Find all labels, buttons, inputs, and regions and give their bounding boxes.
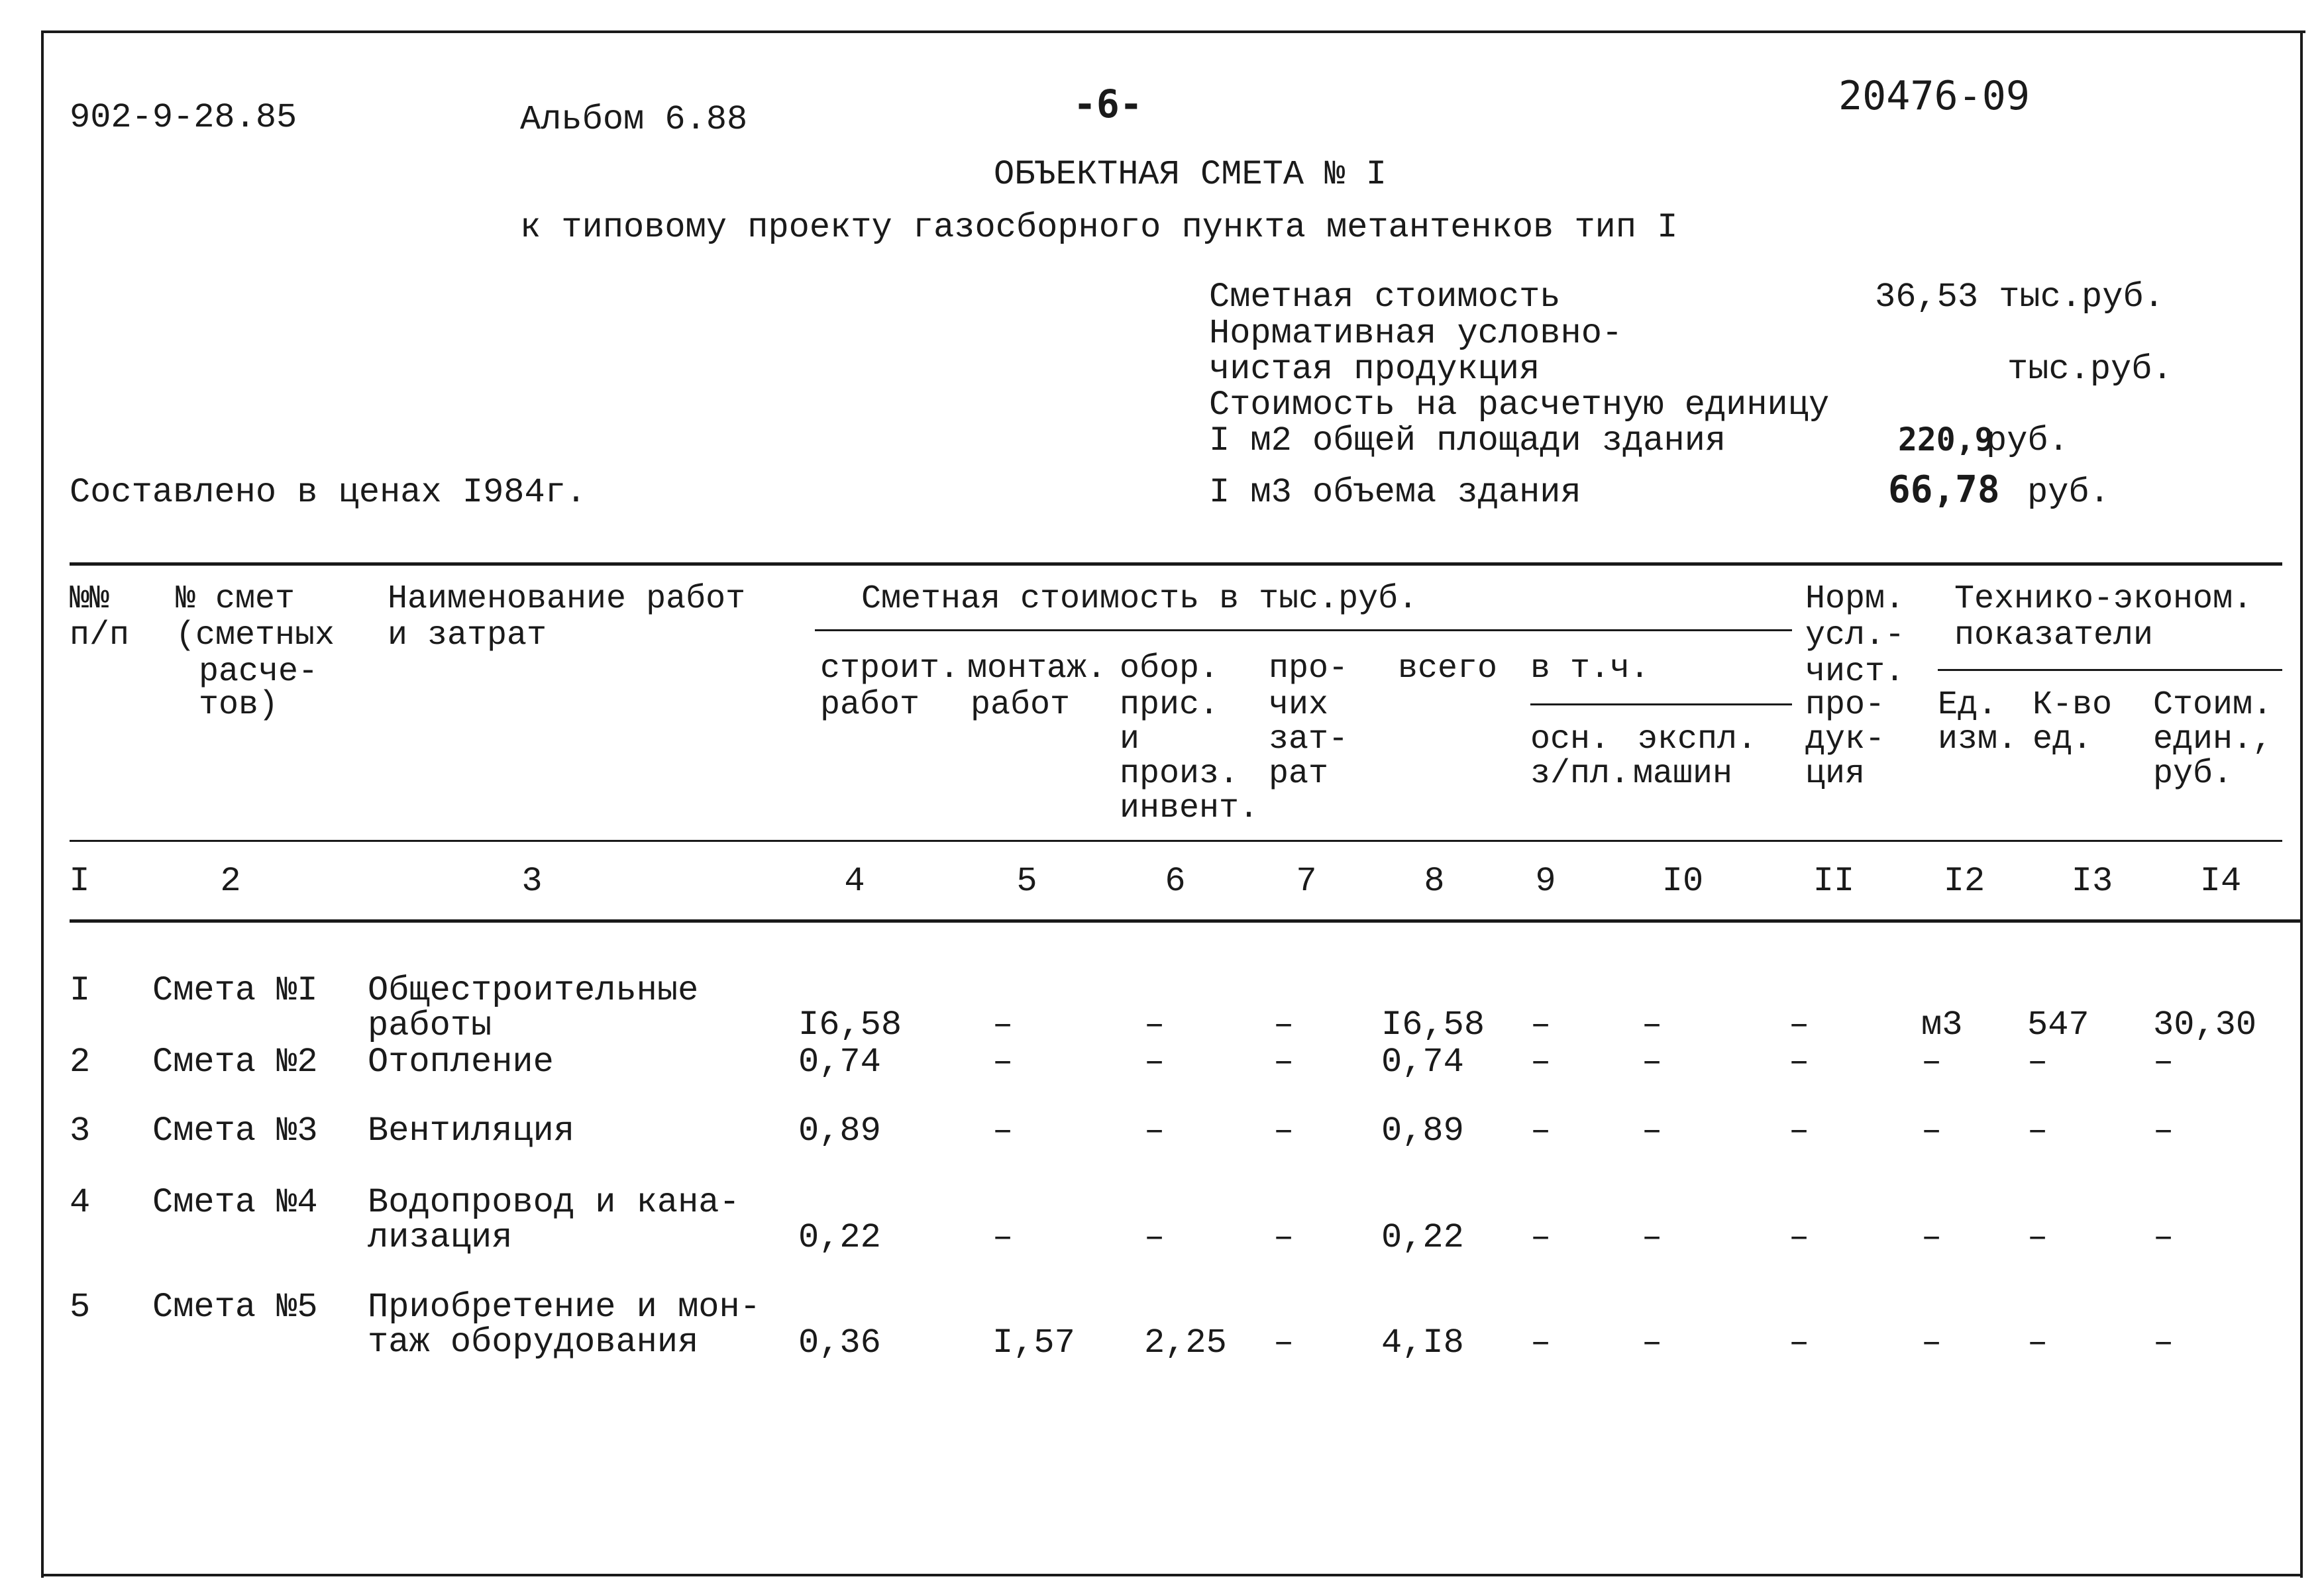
row-cell-c12: м3	[1921, 1005, 1963, 1045]
row-cell-c5: I,57	[992, 1323, 1075, 1362]
row-cell-c9: –	[1530, 1005, 1552, 1045]
row-smeta: Смета №5	[152, 1288, 318, 1327]
col11-header-l4: про-	[1805, 686, 1885, 724]
document-subtitle: к типовому проекту газосборного пункта метантенков тип I	[520, 208, 1678, 247]
row-cell-c8: 0,89	[1381, 1111, 1464, 1151]
col3-header-l1: Наименование работ	[388, 580, 746, 618]
border-bottom	[41, 1574, 2303, 1576]
row-cell-c14: –	[2153, 1111, 2174, 1151]
m2-unit: руб.	[1986, 421, 2069, 460]
col1-header-l2: п/п	[70, 617, 130, 654]
row-cell-c7: –	[1273, 1111, 1294, 1151]
cost-value: 36,53 тыс.руб.	[1875, 278, 2164, 317]
col14-header-l3: руб.	[2153, 755, 2233, 793]
row-cell-c5: –	[992, 1111, 1014, 1151]
col13-header-l2: ед.	[2033, 721, 2093, 758]
row-cell-c11: –	[1789, 1005, 1810, 1045]
album-label: Альбом 6.88	[520, 100, 748, 139]
row-cell-c8: 0,74	[1381, 1043, 1464, 1082]
row-cell-c8: I6,58	[1381, 1005, 1485, 1045]
cost-group-header: Сметная стоимость в тыс.руб.	[861, 580, 1418, 618]
header-bottom-rule	[70, 840, 2282, 842]
m3-unit: руб.	[2027, 473, 2110, 512]
row-cell-c14: –	[2153, 1323, 2174, 1362]
col2-header-l4: тов)	[199, 686, 279, 724]
row-cell-c6: –	[1144, 1111, 1165, 1151]
row-number: 5	[70, 1288, 91, 1327]
col12-header-l2: изм.	[1938, 721, 2018, 758]
row-smeta: Смета №I	[152, 971, 318, 1010]
col10-header-l1: экспл.	[1638, 721, 1758, 758]
colnum-6: 6	[1165, 862, 1186, 901]
row-cell-c13: –	[2027, 1111, 2048, 1151]
colnum-4: 4	[844, 862, 865, 901]
border-right	[2300, 30, 2303, 1578]
col10-header-l2: машин	[1633, 755, 1733, 793]
col5-header-l1: монтаж.	[967, 650, 1107, 688]
colnum-9: 9	[1535, 862, 1556, 901]
row-cell-c9: –	[1530, 1218, 1552, 1257]
col4-header-l1: строит.	[820, 650, 960, 688]
row-name-line2: лизация	[368, 1218, 513, 1257]
colnum-7: 7	[1296, 862, 1317, 901]
row-cell-c12: –	[1921, 1218, 1942, 1257]
row-name-line1: Вентиляция	[368, 1111, 575, 1151]
row-cell-c13: –	[2027, 1218, 2048, 1257]
tech-header-l1: Технико-эконом.	[1954, 580, 2253, 618]
row-cell-c10: –	[1642, 1218, 1663, 1257]
col11-header-l5: дук-	[1805, 721, 1885, 758]
colnum-13: I3	[2071, 862, 2113, 901]
colnum-12: I2	[1943, 862, 1985, 901]
row-cell-c6: –	[1144, 1043, 1165, 1082]
row-number: 2	[70, 1043, 91, 1082]
row-cell-c9: –	[1530, 1323, 1552, 1362]
m3-label: I м3 объема здания	[1209, 473, 1581, 512]
col11-header-l2: усл.-	[1805, 617, 1905, 654]
row-name-line1: Приобретение и мон-	[368, 1288, 761, 1327]
document-title: ОБЪЕКТНАЯ СМЕТА № I	[994, 155, 1387, 194]
col14-header-l2: един.,	[2153, 721, 2273, 758]
border-top	[41, 30, 2305, 33]
col2-header-l2: (сметных	[176, 617, 335, 654]
row-cell-c9: –	[1530, 1111, 1552, 1151]
row-name-line2: работы	[368, 1006, 492, 1045]
m2-label: I м2 общей площади здания	[1209, 421, 1726, 460]
col6-header-l2: прис.	[1120, 686, 1220, 724]
tech-header-l2: показатели	[1954, 617, 2154, 654]
incl-rule	[1530, 703, 1792, 705]
m2-value: 220,9	[1898, 421, 1994, 458]
col13-header-l1: К-во	[2033, 686, 2113, 724]
row-cell-c4: 0,89	[798, 1111, 881, 1151]
col6-header-l3: и	[1120, 721, 1140, 758]
page-number: -6-	[1073, 81, 1143, 127]
col7-header-l3: зат-	[1269, 721, 1349, 758]
row-cell-c10: –	[1642, 1323, 1663, 1362]
row-cell-c5: –	[992, 1005, 1014, 1045]
row-cell-c7: –	[1273, 1043, 1294, 1082]
col14-header-l1: Стоим.	[2153, 686, 2273, 724]
row-cell-c8: 4,I8	[1381, 1323, 1464, 1362]
row-cell-c14: –	[2153, 1043, 2174, 1082]
col7-header-l2: чих	[1269, 686, 1329, 724]
row-cell-c11: –	[1789, 1111, 1810, 1151]
col6-header-l5: инвент.	[1120, 790, 1259, 827]
row-cell-c4: 0,74	[798, 1043, 881, 1082]
colnum-3: 3	[521, 862, 543, 901]
col6-header-l4: произ.	[1120, 755, 1240, 793]
row-cell-c14: –	[2153, 1218, 2174, 1257]
colnum-10: I0	[1662, 862, 1704, 901]
row-cell-c12: –	[1921, 1043, 1942, 1082]
colnum-bottom-rule	[70, 919, 2302, 923]
cost-group-rule	[815, 629, 1792, 631]
norm-value: тыс.руб.	[2007, 350, 2173, 389]
row-cell-c10: –	[1642, 1005, 1663, 1045]
m3-value: 66,78	[1888, 468, 2000, 511]
row-cell-c4: 0,36	[798, 1323, 881, 1362]
border-left	[41, 30, 44, 1578]
row-cell-c11: –	[1789, 1323, 1810, 1362]
row-number: I	[70, 971, 91, 1010]
row-cell-c12: –	[1921, 1111, 1942, 1151]
col11-header-l3: чист.	[1805, 653, 1905, 691]
colnum-5: 5	[1016, 862, 1037, 901]
incl-header: в т.ч.	[1530, 650, 1650, 688]
col7-header-l4: рат	[1269, 755, 1329, 793]
row-cell-c10: –	[1642, 1111, 1663, 1151]
row-smeta: Смета №4	[152, 1183, 318, 1222]
norm-label-2: чистая продукция	[1209, 350, 1540, 389]
row-cell-c7: –	[1273, 1218, 1294, 1257]
project-code: 902-9-28.85	[70, 98, 297, 137]
row-number: 3	[70, 1111, 91, 1151]
row-cell-c13: –	[2027, 1323, 2048, 1362]
colnum-1: I	[69, 862, 90, 901]
row-cell-c7: –	[1273, 1005, 1294, 1045]
col5-header-l2: работ	[971, 686, 1071, 724]
row-cell-c11: –	[1789, 1043, 1810, 1082]
row-name-line1: Отопление	[368, 1043, 554, 1082]
row-number: 4	[70, 1183, 91, 1222]
row-cell-c11: –	[1789, 1218, 1810, 1257]
row-cell-c8: 0,22	[1381, 1218, 1464, 1257]
row-cell-c4: 0,22	[798, 1218, 881, 1257]
col9-header-l1: осн.	[1530, 721, 1611, 758]
row-name-line1: Водопровод и кана-	[368, 1183, 740, 1222]
row-cell-c5: –	[992, 1218, 1014, 1257]
row-smeta: Смета №3	[152, 1111, 318, 1151]
colnum-8: 8	[1424, 862, 1445, 901]
col12-header-l1: Ед.	[1938, 686, 1998, 724]
unit-cost-label: Стоимость на расчетную единицу	[1209, 385, 1830, 425]
table-top-rule	[70, 562, 2282, 566]
row-cell-c10: –	[1642, 1043, 1663, 1082]
colnum-14: I4	[2199, 862, 2242, 901]
cost-label: Сметная стоимость	[1209, 278, 1561, 317]
col9-header-l2: з/пл.	[1530, 755, 1630, 793]
colnum-2: 2	[220, 862, 241, 901]
row-cell-c6: –	[1144, 1005, 1165, 1045]
norm-label-1: Нормативная условно-	[1209, 314, 1623, 353]
row-smeta: Смета №2	[152, 1043, 318, 1082]
colnum-11: II	[1813, 862, 1855, 901]
row-cell-c13: 547	[2027, 1005, 2089, 1045]
row-cell-c13: –	[2027, 1043, 2048, 1082]
col6-header-l1: обор.	[1120, 650, 1220, 688]
col3-header-l2: и затрат	[388, 617, 547, 654]
col2-header-l1: № смет	[176, 580, 295, 618]
col11-header-l6: ция	[1805, 755, 1866, 793]
tech-rule	[1938, 669, 2282, 671]
row-cell-c6: –	[1144, 1218, 1165, 1257]
col4-header-l2: работ	[820, 686, 920, 724]
col8-header: всего	[1398, 650, 1498, 688]
col7-header-l1: про-	[1269, 650, 1349, 688]
row-cell-c14: 30,30	[2153, 1005, 2257, 1045]
col11-header-l1: Норм.	[1805, 580, 1905, 618]
row-cell-c4: I6,58	[798, 1005, 902, 1045]
row-name-line1: Общестроительные	[368, 971, 699, 1010]
row-cell-c12: –	[1921, 1323, 1942, 1362]
col2-header-l3: расче-	[199, 653, 319, 691]
row-cell-c9: –	[1530, 1043, 1552, 1082]
row-cell-c7: –	[1273, 1323, 1294, 1362]
row-name-line2: таж оборудования	[368, 1323, 699, 1362]
row-cell-c6: 2,25	[1144, 1323, 1227, 1362]
document-number: 20476-09	[1838, 73, 2030, 119]
col1-header-l1: №№	[70, 580, 110, 618]
row-cell-c5: –	[992, 1043, 1014, 1082]
prices-note: Составлено в ценах I984г.	[70, 473, 587, 512]
